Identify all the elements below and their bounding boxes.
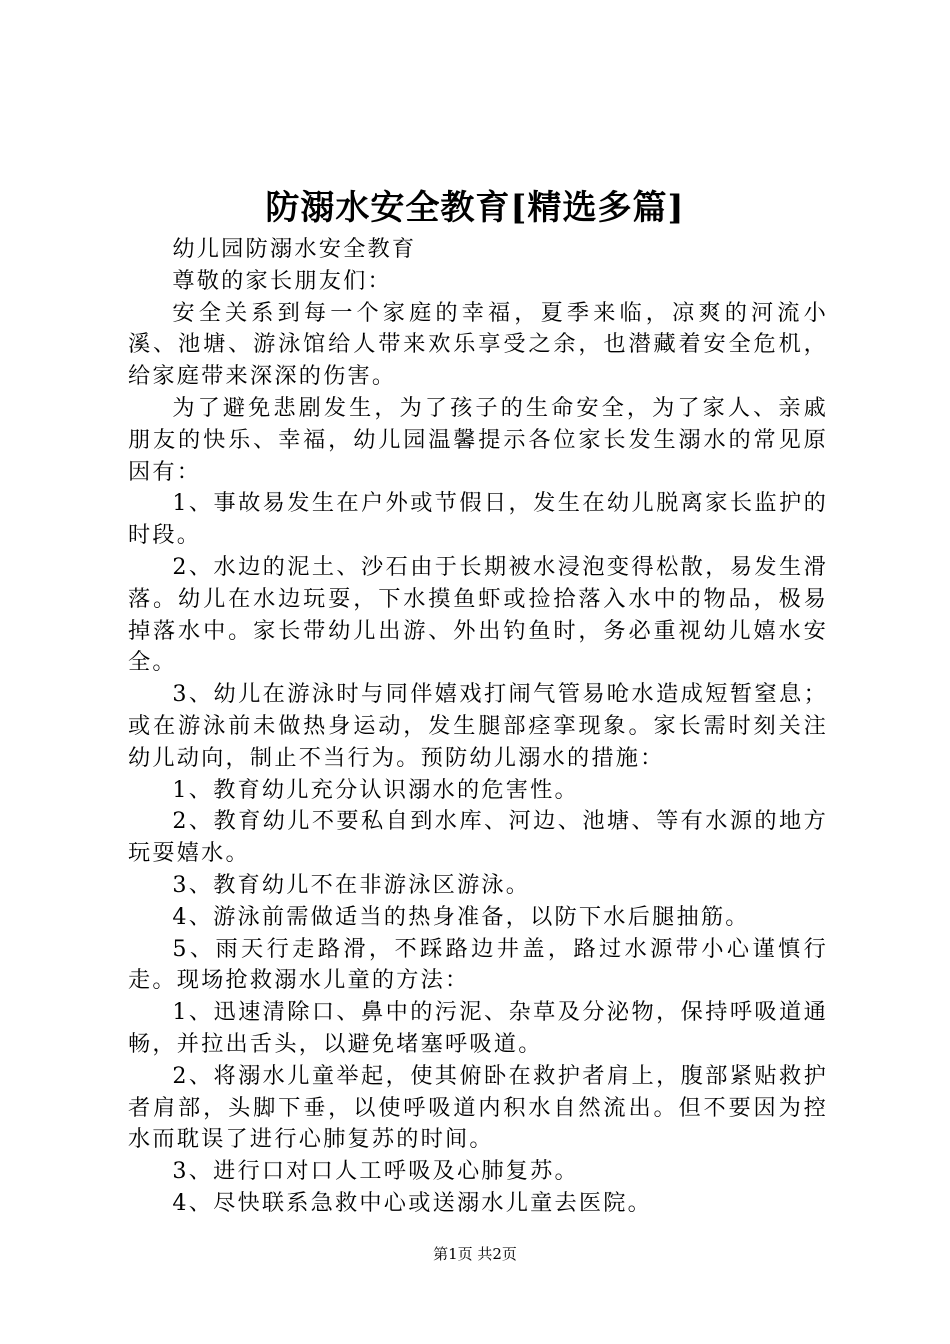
paragraph: 幼儿园防溺水安全教育	[172, 236, 417, 262]
paragraph: 3、进行口对口人工呼吸及心肺复苏。	[172, 1158, 579, 1185]
paragraph: 2、教育幼儿不要私自到水库、河边、池塘、等有水源的地方玩耍嬉水。	[128, 808, 828, 867]
document-title: 防溺水安全教育[精选多篇]	[265, 188, 685, 228]
paragraph: 4、尽快联系急救中心或送溺水儿童去医院。	[172, 1189, 653, 1216]
paragraph: 1、迅速清除口、鼻中的污泥、杂草及分泌物，保持呼吸道通畅，并拉出舌头，以避免堵塞呼吸道。	[128, 999, 828, 1057]
paragraph: 1、教育幼儿充分认识溺水的危害性。	[172, 776, 579, 803]
paragraph: 3、幼儿在游泳时与同伴嬉戏打闹气管易呛水造成短暂窒息；或在游泳前未做热身运动，发生腿部痉挛现象。家长需时刻关注幼儿动向，制止不当行为。预防幼儿溺水的措施：	[128, 681, 828, 771]
paragraph: 3、教育幼儿不在非游泳区游泳。	[172, 871, 531, 898]
paragraph: 5、雨天行走路滑，不踩路边井盖，路过水源带小心谨慎行走。现场抢救溺水儿童的方法：	[128, 935, 828, 994]
paragraph: 为了避免悲剧发生，为了孩子的生命安全，为了家人、亲戚朋友的快乐、幸福，幼儿园温馨提示各位家长发生溺水的常见原因有：	[128, 394, 828, 485]
paragraph: 2、将溺水儿童举起，使其俯卧在救护者肩上，腹部紧贴救护者肩部，头脚下垂，以使呼吸道内积水自然流出。但不要因为控水而耽误了进行心肺复苏的时间。	[128, 1062, 828, 1153]
paragraph: 1、事故易发生在户外或节假日，发生在幼儿脱离家长监护的时段。	[128, 490, 828, 549]
page-number-footer: 第1页 共2页	[433, 1245, 517, 1263]
paragraph: 尊敬的家长朋友们：	[172, 267, 392, 294]
paragraph: 4、游泳前需做适当的热身准备，以防下水后腿抽筋。	[172, 903, 750, 930]
document-body	[128, 234, 828, 1220]
paragraph: 2、水边的泥土、沙石由于长期被水浸泡变得松散，易发生滑落。幼儿在水边玩耍，下水摸鱼虾或捡拾落入水中的物品，极易掉落水中。家长带幼儿出游、外出钓鱼时，务必重视幼儿嬉水安全。	[128, 553, 828, 676]
paragraph: 安全关系到每一个家庭的幸福，夏季来临，凉爽的河流小溪、池塘、游泳馆给人带来欢乐享受之余，也潜藏着安全危机，给家庭带来深深的伤害。	[128, 299, 828, 390]
